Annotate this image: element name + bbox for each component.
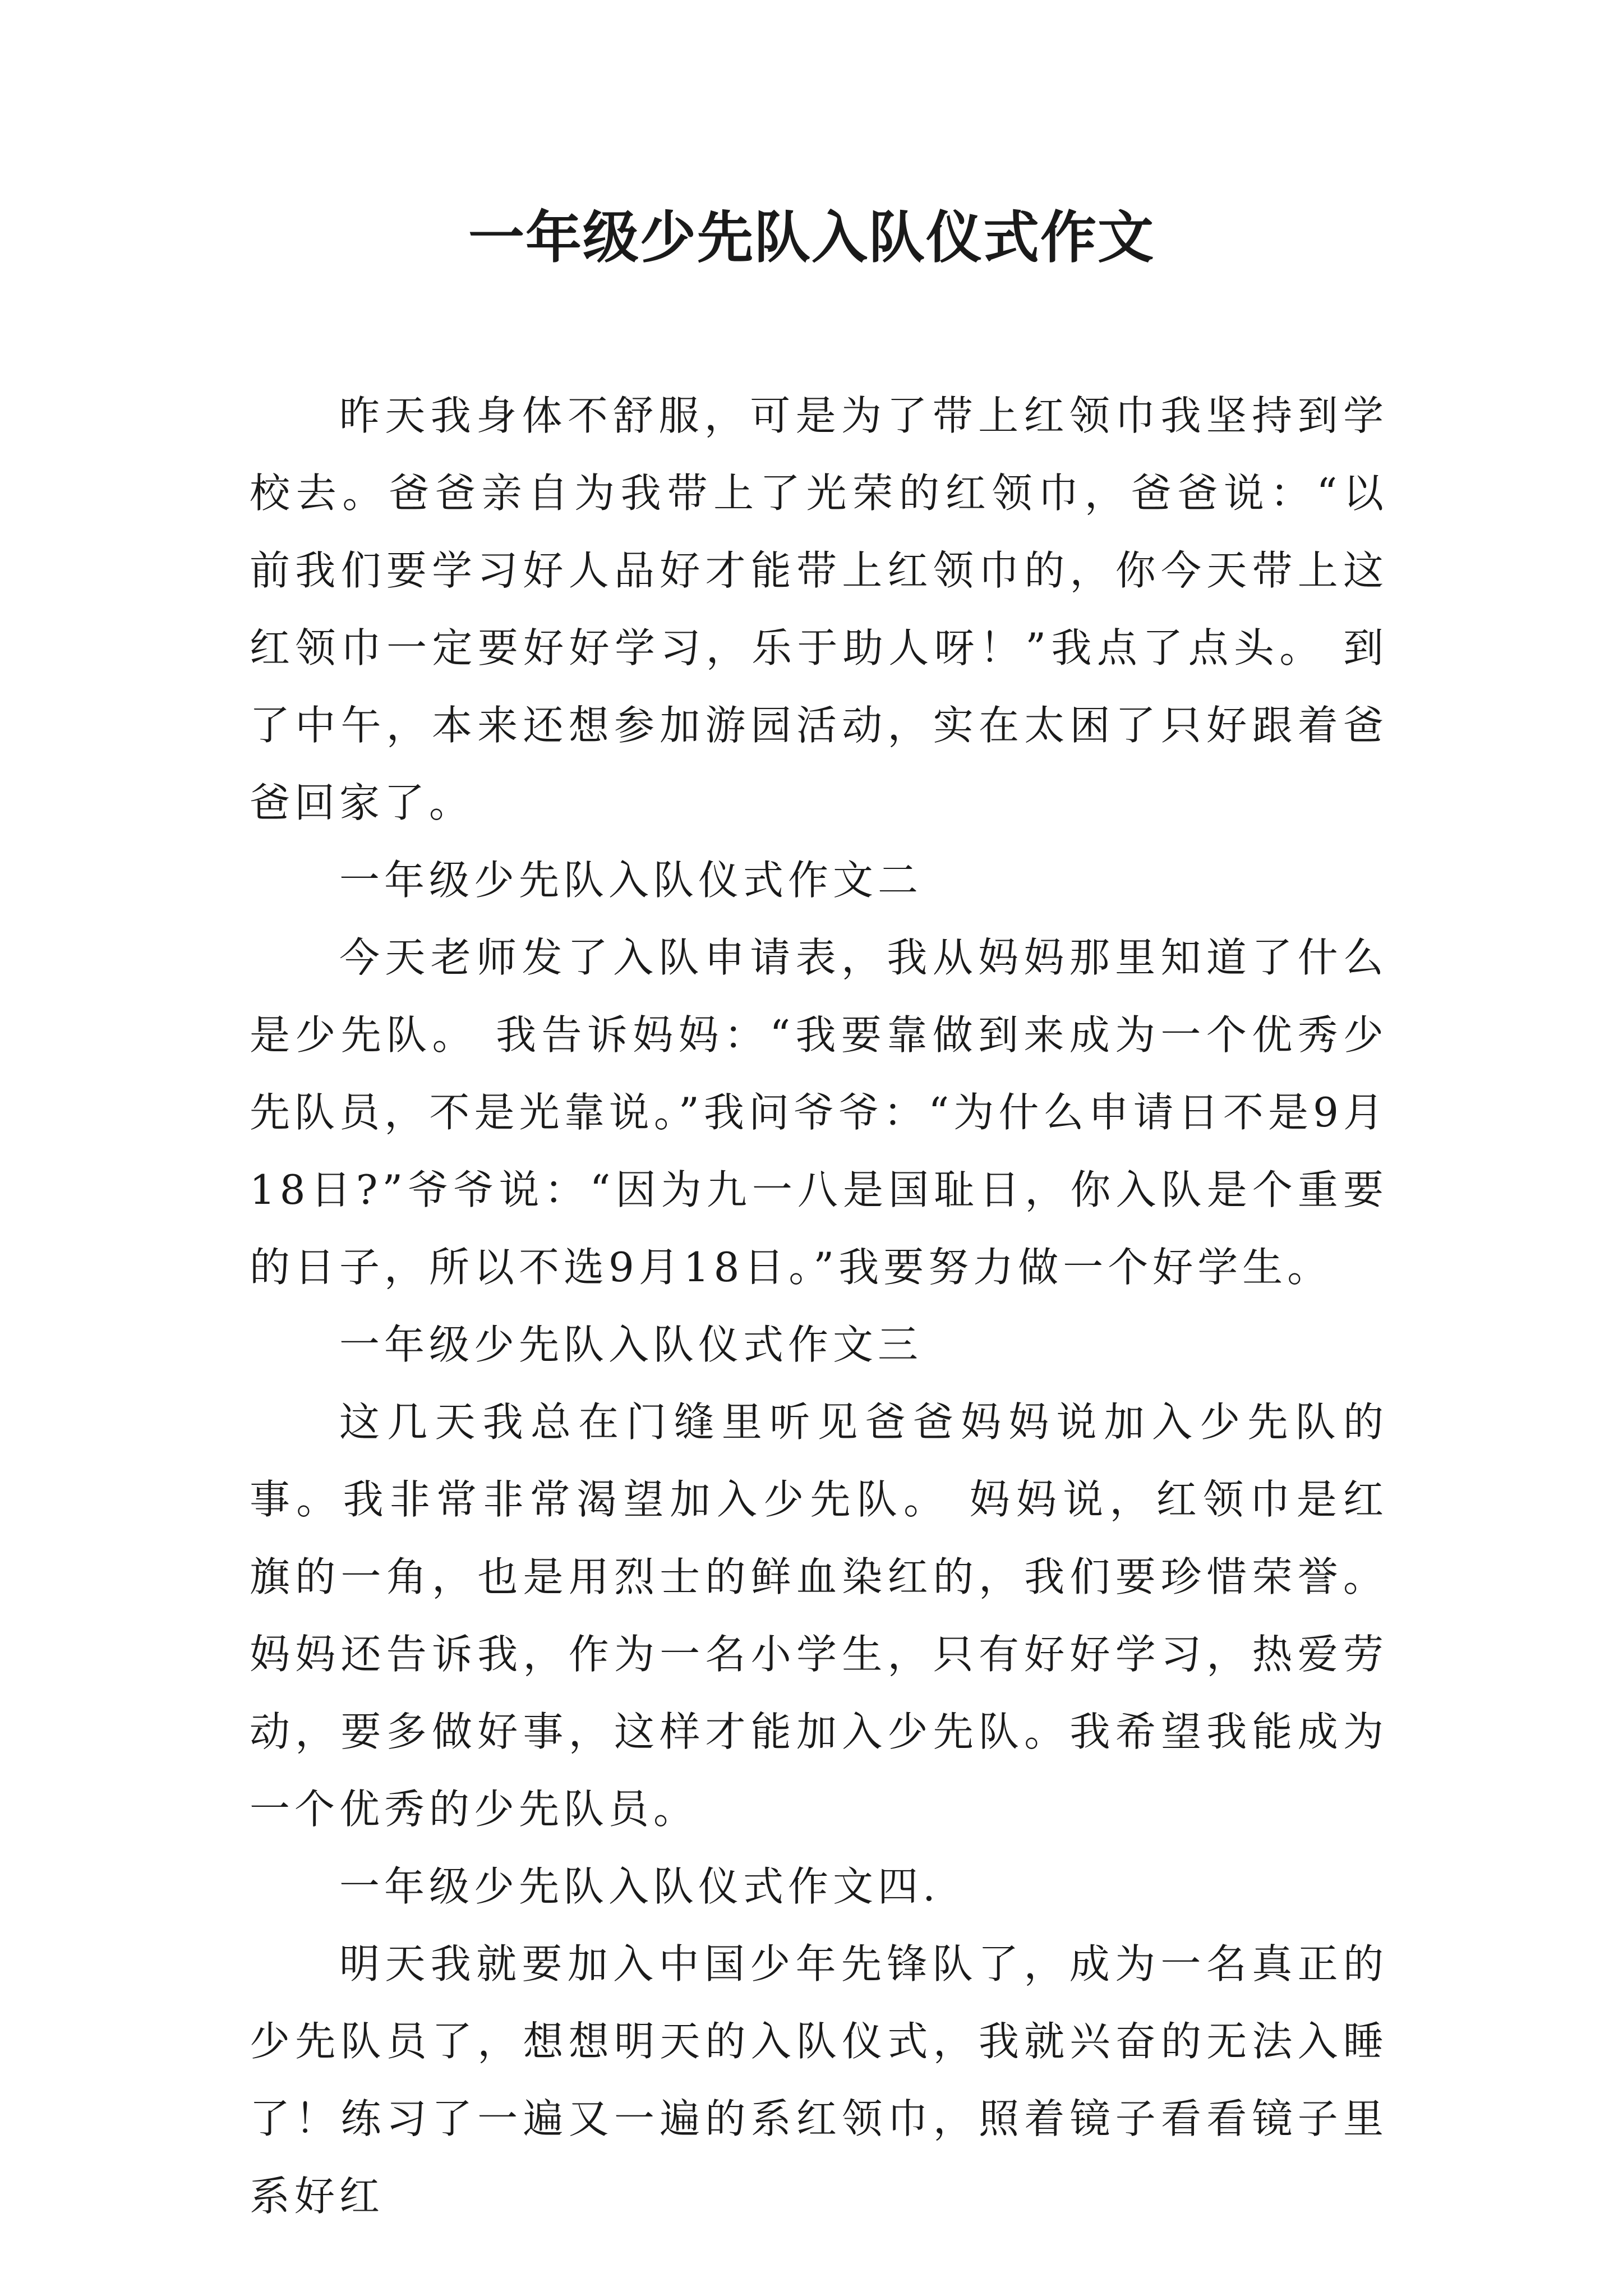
paragraph-1: 昨天我身体不舒服，可是为了带上红领巾我坚持到学校去。爸爸亲自为我带上了光荣的红领巾，爸爸说：“以前我们要学习好人品好才能带上红领巾的，你今天带上这红领巾一定要好好学习，乐于助人呀！”我点了点头。 到了中午，本来还想参加游园活动，实在太困了只好跟着爸爸回家了。	[250, 392, 1388, 826]
paragraph-2: 今天老师发了入队申请表，我从妈妈那里知道了什么是少先队。 我告诉妈妈：“我要靠做到来成为一个优秀少先队员，不是光靠说。”我问爷爷：“为什么申请日不是9月18日?”爷爷说：“因为九一八是国耻日，你入队是个重要的日子，所以不选9月18日。”我要努力做一个好学生。	[250, 934, 1388, 1291]
paragraph-4: 明天我就要加入中国少年先锋队了，成为一名真正的少先队员了，想想明天的入队仪式，我就兴奋的无法入睡了！练习了一遍又一遍的系红领巾，照着镜子看看镜子里系好红	[250, 1940, 1388, 2220]
section-heading-4: 一年级少先队入队仪式作文四.	[339, 1863, 940, 1910]
document-body	[250, 377, 1388, 2235]
paragraph-3: 这几天我总在门缝里听见爸爸妈妈说加入少先队的事。我非常非常渴望加入少先队。 妈妈说，红领巾是红旗的一角，也是用烈士的鲜血染红的，我们要珍惜荣誉。妈妈还告诉我，作为一名小学生，只有好好学习，热爱劳动，要多做好事，这样才能加入少先队。我希望我能成为一个优秀的少先队员。	[250, 1398, 1388, 1833]
section-heading-2: 一年级少先队入队仪式作文二	[339, 857, 923, 904]
section-heading-3: 一年级少先队入队仪式作文三	[339, 1321, 923, 1368]
document-title: 一年级少先队入队仪式作文	[468, 204, 1155, 270]
